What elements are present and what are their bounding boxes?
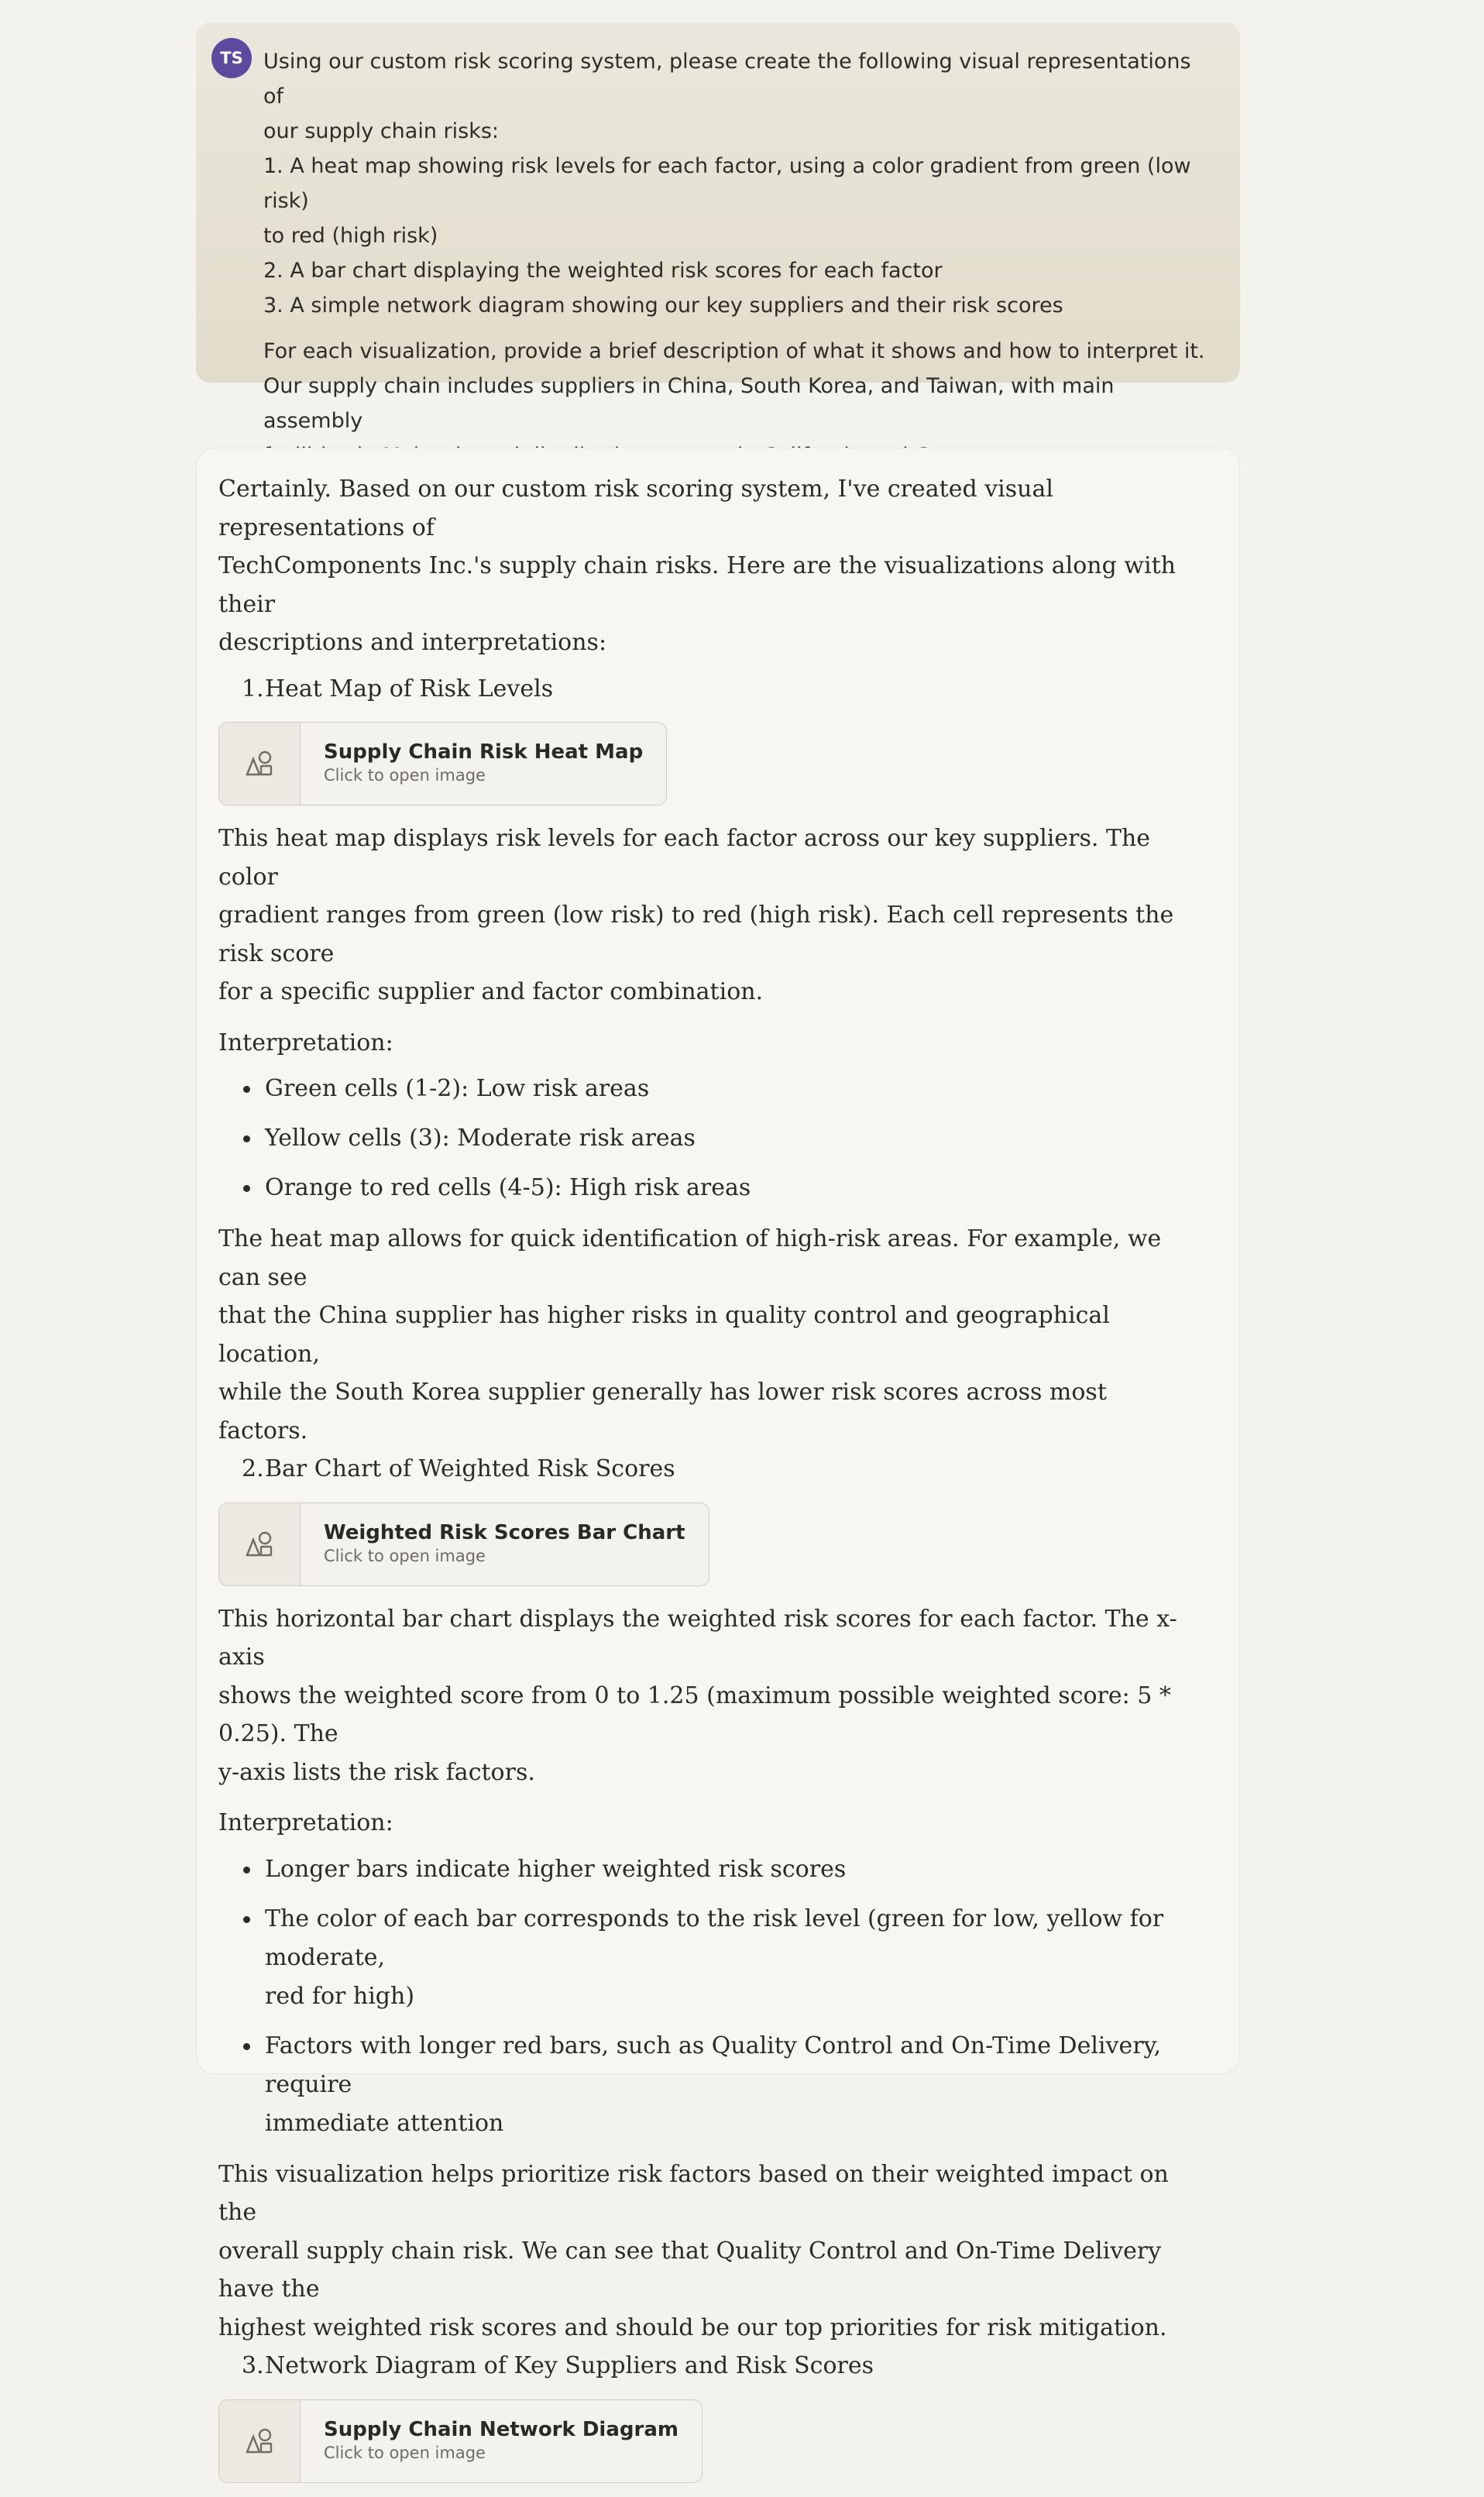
- artifact-subtitle: Click to open image: [324, 2443, 486, 2462]
- artifact-card-network[interactable]: [218, 2399, 702, 2483]
- reply-intro-line: TechComponents Inc.'s supply chain risks. Here are the visualizations along with their: [218, 552, 1176, 618]
- desc-line: shows the weighted score from 0 to 1.25 (maximum possible weighted score: 5 * 0.25). The: [218, 1681, 1171, 1747]
- reply-intro-line: descriptions and interpretations:: [218, 629, 607, 656]
- artifact-title: Supply Chain Network Diagram: [324, 2417, 678, 2441]
- artifact-title: Weighted Risk Scores Bar Chart: [324, 1520, 685, 1544]
- artifact-card-heat-map[interactable]: [218, 722, 667, 805]
- artifact-subtitle: Click to open image: [324, 766, 486, 785]
- desc-line: gradient ranges from green (low risk) to red (high risk). Each cell represents the risk score: [218, 902, 1174, 967]
- section-description: [218, 1600, 1187, 1792]
- artifact-title: Supply Chain Risk Heat Map: [324, 740, 644, 764]
- interpretation-label: Interpretation:: [218, 1809, 393, 1836]
- user-message-line: 1. A heat map showing risk levels for each factor, using a color gradient from green (low risk): [263, 154, 1191, 213]
- assistant-reply: [196, 448, 1240, 2462]
- list-item: Yellow cells (3): Moderate risk areas: [218, 1119, 1218, 1158]
- artifact-card-bar-chart[interactable]: [218, 1503, 709, 1586]
- section-heading-network: 3.Network Diagram of Key Suppliers and Risk Scores: [242, 2352, 874, 2379]
- desc-line: This heat map displays risk levels for each factor across our key suppliers. The color: [218, 825, 1151, 891]
- section-heading-heat-map: 1.Heat Map of Risk Levels: [242, 675, 554, 702]
- shapes-icon: [219, 723, 301, 805]
- list-item: Orange to red cells (4-5): High risk areas: [218, 1169, 1218, 1207]
- section-heading-bar-chart: 2.Bar Chart of Weighted Risk Scores: [242, 1455, 675, 1482]
- outro-line: The heat map allows for quick identification of high-risk areas. For example, we can see: [218, 1225, 1162, 1291]
- user-message-line: 3. A simple network diagram showing our key suppliers and their risk scores: [263, 294, 1063, 318]
- user-message-line: 2. A bar chart displaying the weighted risk scores for each factor: [263, 259, 943, 283]
- outro-line: overall supply chain risk. We can see that Quality Control and On-Time Delivery have the: [218, 2237, 1162, 2303]
- reply-intro-line: Certainly. Based on our custom risk scoring system, I've created visual representations of: [218, 476, 1053, 541]
- reply-intro: [218, 470, 1187, 662]
- user-message-line: Our supply chain includes suppliers in China, South Korea, and Taiwan, with main assembly: [263, 374, 1115, 433]
- user-message-line: Using our custom risk scoring system, please create the following visual representations of: [263, 50, 1191, 108]
- section-outro: [218, 1220, 1187, 1450]
- list-item: Green cells (1-2): Low risk areas: [218, 1070, 1218, 1108]
- artifact-subtitle: Click to open image: [324, 1546, 486, 1565]
- outro-line: that the China supplier has higher risks in quality control and geographical location,: [218, 1302, 1110, 1368]
- user-message-line: our supply chain risks:: [263, 119, 500, 143]
- list-item: Longer bars indicate higher weighted risk scores: [218, 1850, 1218, 1889]
- user-message-line: to red (high risk): [263, 224, 438, 248]
- interpretation-label: Interpretation:: [218, 1029, 393, 1056]
- shapes-icon: [219, 2400, 301, 2482]
- shapes-icon: [219, 1503, 301, 1585]
- desc-line: for a specific supplier and factor combination.: [218, 978, 764, 1005]
- outro-line: This visualization helps prioritize risk factors based on their weighted impact on the: [218, 2160, 1169, 2226]
- list-item: The color of each bar corresponds to the risk level (green for low, yellow for moderate, red for high): [218, 1900, 1202, 2016]
- user-message-line: For each visualization, provide a brief description of what it shows and how to interpret it.: [263, 339, 1205, 363]
- user-avatar: TS: [211, 38, 252, 78]
- desc-line: y-axis lists the risk factors.: [218, 1758, 535, 1786]
- outro-line: highest weighted risk scores and should be our top priorities for risk mitigation.: [218, 2313, 1167, 2341]
- section-outro: [218, 2155, 1187, 2348]
- outro-line: while the South Korea supplier generally has lower risk scores across most factors.: [218, 1379, 1107, 1444]
- section-description: [218, 819, 1187, 1012]
- interpretation-list: [218, 1070, 1218, 1207]
- interpretation-list: [218, 1850, 1218, 2143]
- desc-line: This horizontal bar chart displays the weighted risk scores for each factor. The x-axis: [218, 1605, 1177, 1671]
- user-message: [196, 22, 1240, 433]
- list-item: Factors with longer red bars, such as Quality Control and On-Time Delivery, require immediate attention: [218, 2027, 1202, 2143]
